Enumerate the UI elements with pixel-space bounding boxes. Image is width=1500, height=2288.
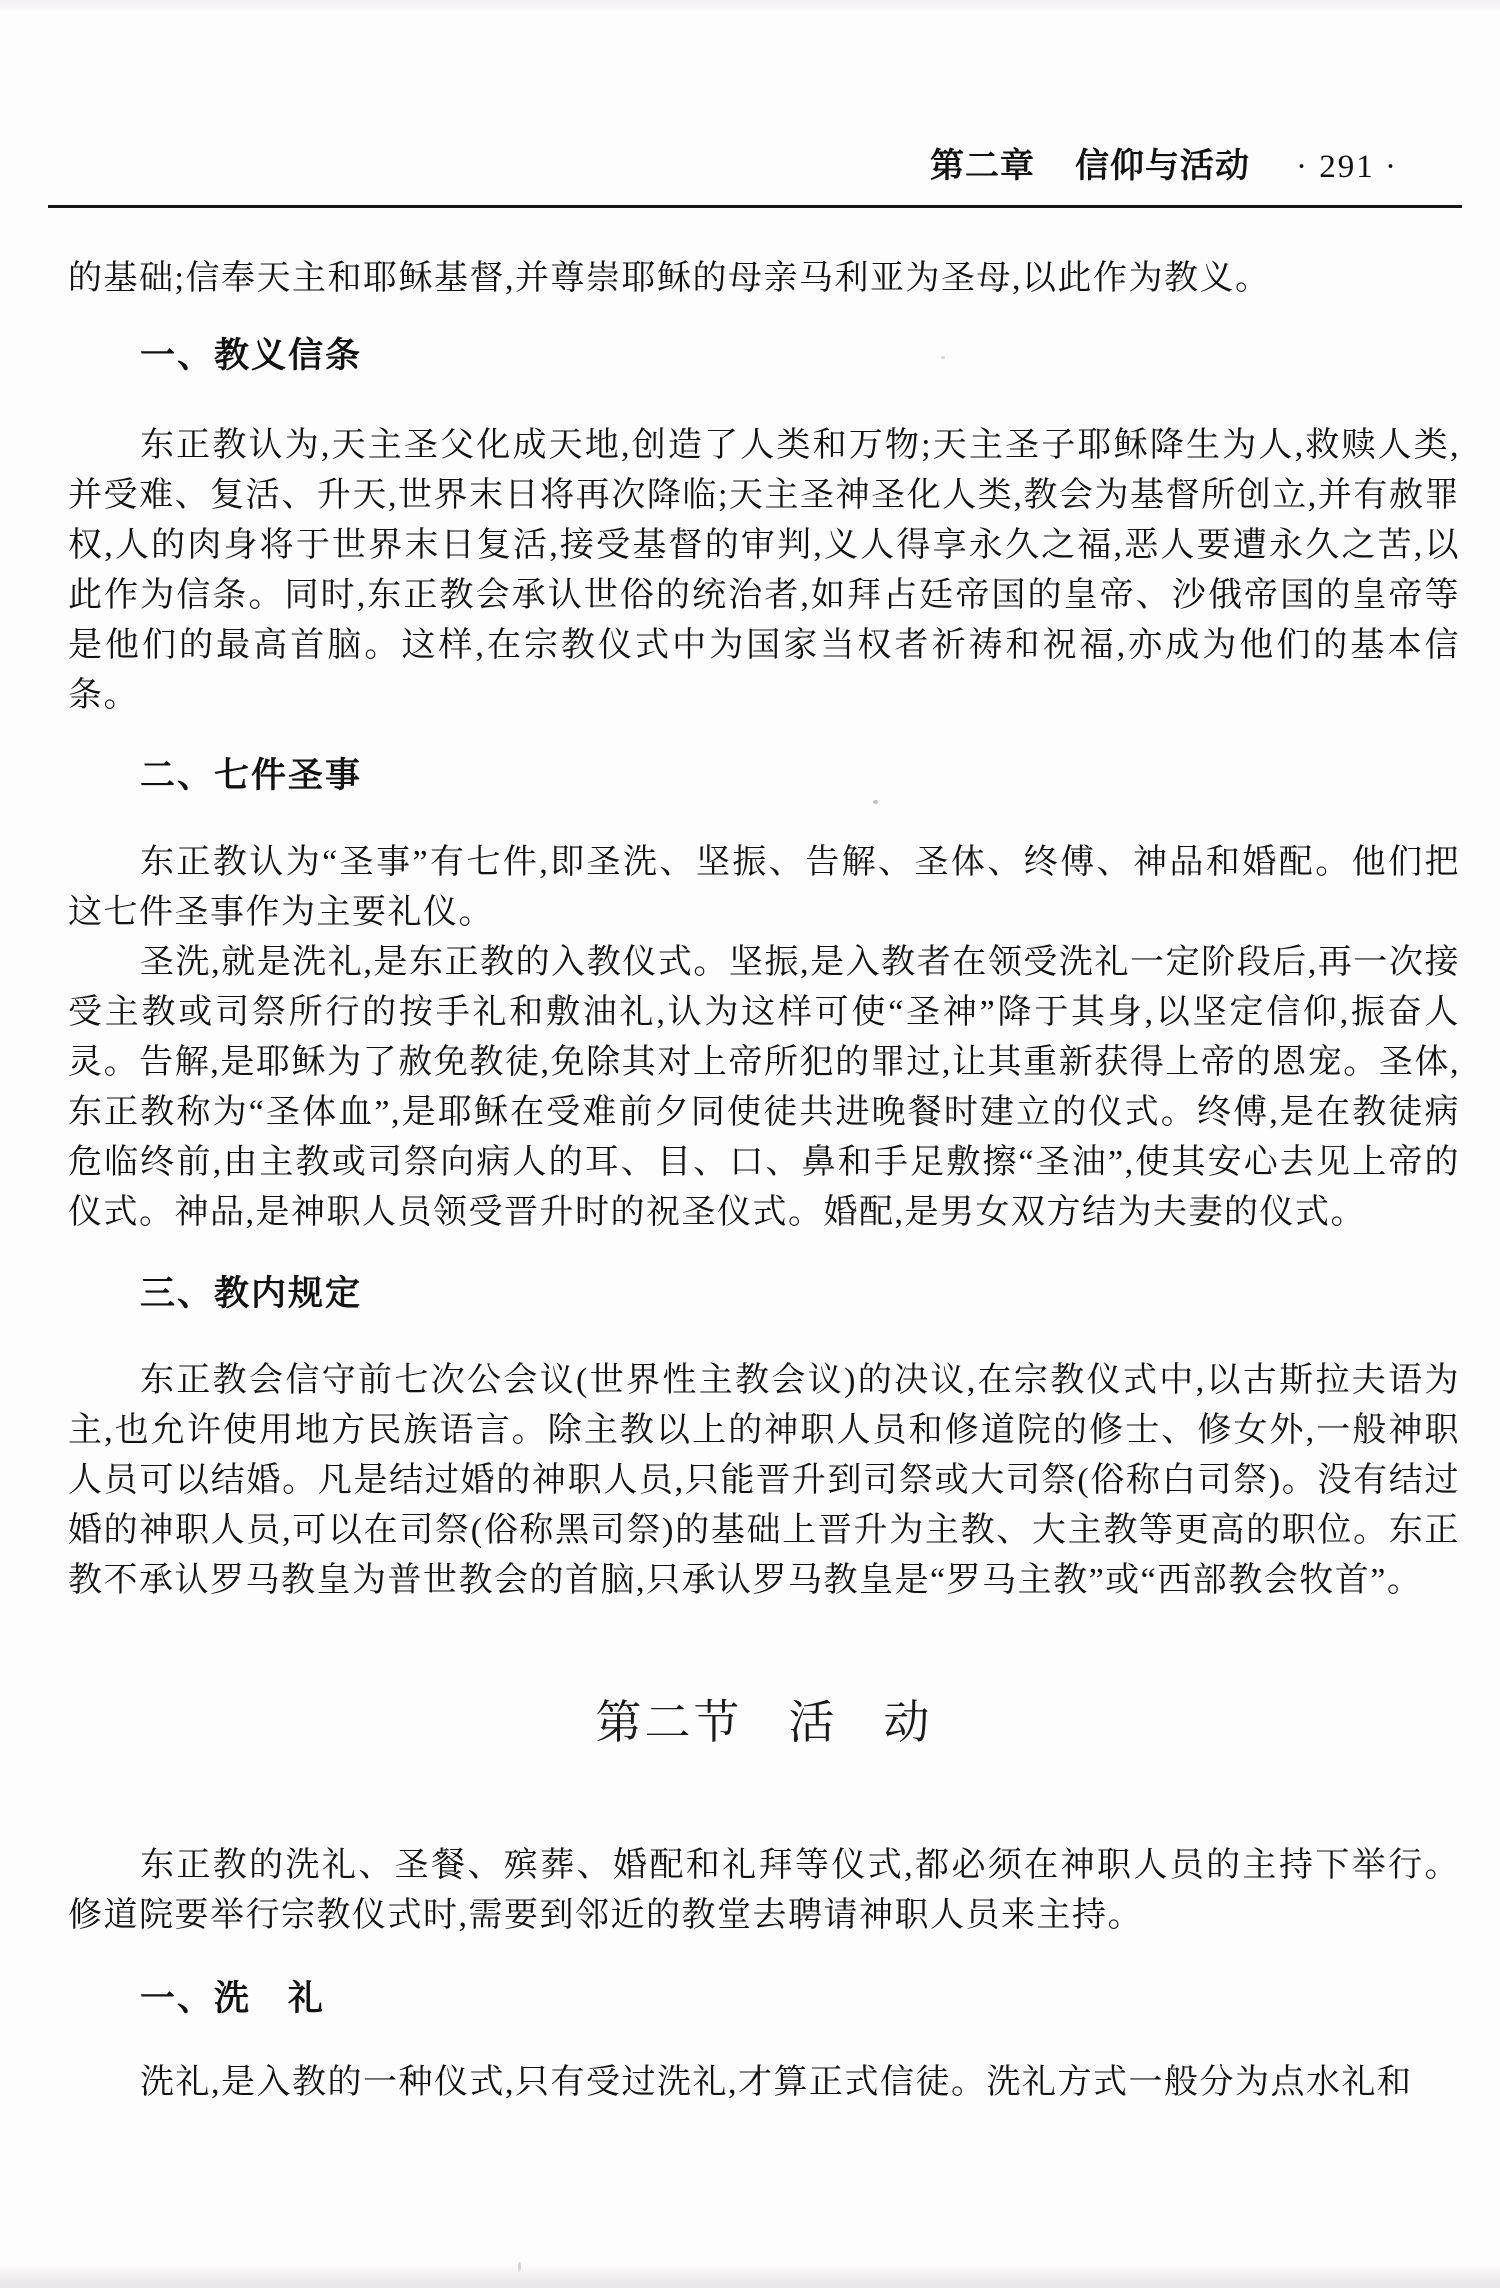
scan-top-edge bbox=[0, 0, 1500, 14]
heading-church-rules: 三、教内规定 bbox=[140, 1274, 363, 1313]
header-rule bbox=[48, 205, 1462, 208]
paragraph-activities-intro: 东正教的洗礼、圣餐、殡葬、婚配和礼拜等仪式,都必须在神职人员的主持下举行。修道院要举行宗教仪式时,需要到邻近的教堂去聘请神职人员来主持。 bbox=[68, 1847, 1460, 1934]
chapter-title: 信仰与活动 bbox=[1075, 147, 1251, 185]
scan-bottom-edge bbox=[0, 2264, 1500, 2288]
scan-speckle bbox=[873, 800, 878, 804]
section-title-label: 第二节 bbox=[595, 1697, 743, 1748]
paragraph-sacraments-intro: 东正教认为“圣事”有七件,即圣洗、坚振、告解、圣体、终傅、神品和婚配。他们把这七件圣事作为主要礼仪。 bbox=[68, 844, 1460, 931]
heading-seven-sacraments: 二、七件圣事 bbox=[140, 756, 363, 795]
paragraph-baptism: 洗礼,是入教的一种仪式,只有受过洗礼,才算正式信徒。洗礼方式一般分为点水礼和 bbox=[140, 2064, 1413, 2101]
section-title bbox=[68, 1693, 1460, 1753]
section-title-word2: 动 bbox=[883, 1697, 933, 1748]
page-number: · 291 · bbox=[1296, 149, 1398, 185]
section-title-word1: 活 bbox=[788, 1697, 838, 1748]
chapter-label: 第二章 bbox=[930, 147, 1036, 185]
page-header bbox=[0, 0, 1500, 208]
paragraph-doctrine: 东正教认为,天主圣父化成天地,创造了人类和万物;天主圣子耶稣降生为人,救赎人类,并受难、复活、升天,世界末日将再次降临;天主圣神圣化人类,教会为基督所创立,并有赦罪权,人的肉身将于世界末日复活,接受基督的审判,义人得享永久之福,恶人要遭永久之苦,以此作为信条。同时,东正教会承认世俗的统治者,如拜占廷帝国的皇帝、沙俄帝国的皇帝等是他们的最高首脑。这样,在宗教仪式中为国家当权者祈祷和祝福,亦成为他们的基本信条。 bbox=[68, 427, 1460, 714]
scan-speckle bbox=[941, 356, 945, 359]
page-body bbox=[68, 254, 1460, 2108]
paragraph-continuation: 的基础;信奉天主和耶稣基督,并尊崇耶稣的母亲马利亚为圣母,以此作为教义。 bbox=[68, 260, 1271, 297]
paragraph-sacraments-detail: 圣洗,就是洗礼,是东正教的入教仪式。坚振,是入教者在领受洗礼一定阶段后,再一次接受主教或司祭所行的按手礼和敷油礼,认为这样可使“圣神”降于其身,以坚定信仰,振奋人灵。告解,是耶稣为了赦免教徒,免除其对上帝所犯的罪过,让其重新获得上帝的恩宠。圣体,东正教称为“圣体血”,是耶稣在受难前夕同使徒共进晚餐时建立的仪式。终傅,是在教徒病危临终前,由主教或司祭向病人的耳、目、口、鼻和手足敷擦“圣油”,使其安心去见上帝的仪式。神品,是神职人员领受晋升时的祝圣仪式。婚配,是男女双方结为夫妻的仪式。 bbox=[68, 944, 1460, 1231]
paragraph-church-rules: 东正教会信守前七次公会议(世界性主教会议)的决议,在宗教仪式中,以古斯拉夫语为主,也允许使用地方民族语言。除主教以上的神职人员和修道院的修士、修女外,一般神职人员可以结婚。凡是结过婚的神职人员,只能晋升到司祭或大司祭(俗称白司祭)。没有结过婚的神职人员,可以在司祭(俗称黑司祭)的基础上晋升为主教、大主教等更高的职位。东正教不承认罗马教皇为普世教会的首脑,只承认罗马教皇是“罗马主教”或“西部教会牧首”。 bbox=[68, 1362, 1460, 1599]
heading-baptism: 一、洗 礼 bbox=[140, 1979, 326, 2018]
heading-doctrine-creed: 一、教义信条 bbox=[140, 336, 363, 375]
running-head bbox=[0, 147, 1500, 192]
